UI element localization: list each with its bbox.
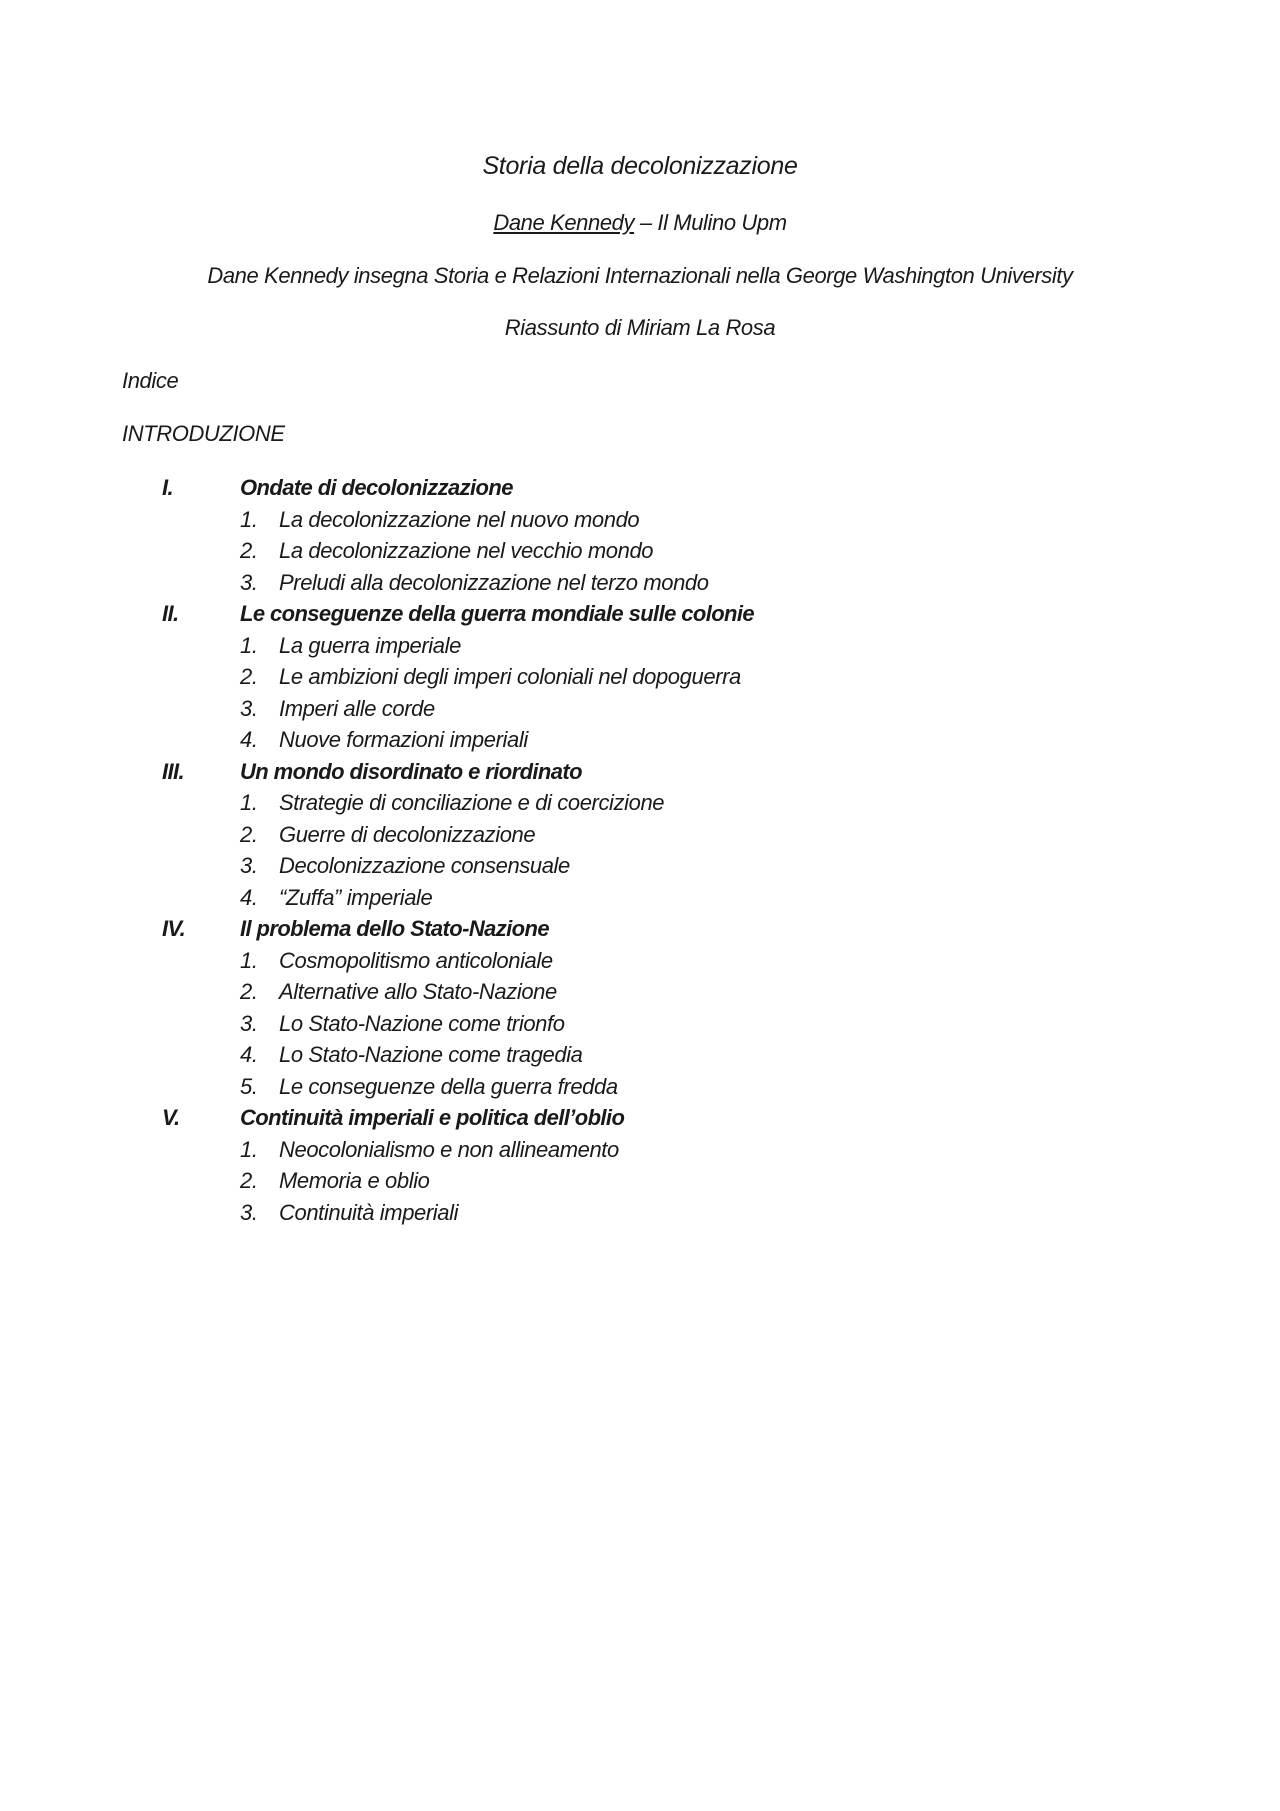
toc-section: [0, 535, 1280, 567]
chapter-title: Ondate di decolonizzazione: [240, 475, 513, 500]
section-title: Guerre di decolonizzazione: [279, 821, 536, 847]
toc-chapter: [0, 1102, 1280, 1134]
author-line: [0, 209, 1280, 237]
toc-section: [0, 630, 1280, 662]
section-number: 2.: [240, 538, 258, 563]
toc-section: [0, 787, 1280, 819]
section-title: Le conseguenze della guerra fredda: [279, 1073, 618, 1099]
section-number: 2.: [240, 821, 258, 847]
toc-section: [0, 945, 1280, 977]
section-title: Lo Stato-Nazione come trionfo: [279, 1010, 565, 1036]
toc-section: [0, 1039, 1280, 1071]
chapter-number: I.: [162, 475, 174, 500]
section-number: 2.: [240, 664, 258, 689]
section-number: 3.: [240, 1199, 258, 1225]
toc-section: [0, 1197, 1280, 1229]
chapter-number: II.: [162, 601, 179, 626]
publisher: – Il Mulino Upm: [634, 210, 787, 235]
section-number: 1.: [240, 790, 258, 815]
chapter-title: Continuità imperiali e politica dell’oblio: [240, 1105, 625, 1130]
section-title: “Zuffa” imperiale: [279, 884, 433, 910]
document-title: Storia della decolonizzazione: [482, 152, 798, 180]
toc-section: [0, 567, 1280, 599]
section-number: 4.: [240, 884, 258, 910]
author-name: Dane Kennedy: [493, 210, 635, 235]
section-title: La decolonizzazione nel nuovo mondo: [279, 506, 640, 532]
toc-section: [0, 850, 1280, 882]
section-number: 1.: [240, 1136, 258, 1162]
section-number: 5.: [240, 1073, 258, 1099]
section-title: Nuove formazioni imperiali: [279, 727, 528, 752]
section-number: 3.: [240, 569, 258, 595]
section-number: 3.: [240, 1010, 258, 1036]
toc-chapter: [0, 756, 1280, 788]
introduction-label: INTRODUZIONE: [122, 421, 285, 446]
section-title: Lo Stato-Nazione come tragedia: [279, 1042, 583, 1067]
toc-section: [0, 882, 1280, 914]
section-title: Continuità imperiali: [279, 1199, 459, 1225]
toc-section: [0, 1165, 1280, 1197]
section-number: 1.: [240, 632, 258, 658]
index-label: Indice: [122, 368, 179, 393]
chapter-number: IV.: [162, 916, 186, 941]
section-title: Preludi alla decolonizzazione nel terzo mondo: [279, 569, 709, 595]
section-title: Alternative allo Stato-Nazione: [279, 979, 557, 1004]
table-of-contents: [0, 472, 1280, 1228]
section-number: 1.: [240, 947, 258, 973]
section-number: 3.: [240, 695, 258, 721]
section-title: Memoria e oblio: [279, 1168, 430, 1193]
toc-section: [0, 724, 1280, 756]
section-title: Cosmopolitismo anticoloniale: [279, 947, 553, 973]
section-number: 1.: [240, 506, 258, 532]
toc-section: [0, 504, 1280, 536]
toc-section: [0, 693, 1280, 725]
toc-section: [0, 1071, 1280, 1103]
section-title: Imperi alle corde: [279, 695, 435, 721]
chapter-number: III.: [162, 758, 185, 784]
section-number: 4.: [240, 1042, 258, 1067]
section-title: Strategie di conciliazione e di coercizione: [279, 790, 665, 815]
toc-section: [0, 1008, 1280, 1040]
section-title: La decolonizzazione nel vecchio mondo: [279, 538, 654, 563]
author-bio: Dane Kennedy insegna Storia e Relazioni Internazionali nella George Washington University: [207, 263, 1073, 288]
section-title: La guerra imperiale: [279, 632, 461, 658]
section-title: Le ambizioni degli imperi coloniali nel dopoguerra: [279, 664, 741, 689]
chapter-title: Il problema dello Stato-Nazione: [240, 916, 549, 941]
toc-section: [0, 819, 1280, 851]
toc-section: [0, 661, 1280, 693]
toc-chapter: [0, 598, 1280, 630]
section-number: 3.: [240, 853, 258, 878]
chapter-title: Un mondo disordinato e riordinato: [240, 758, 582, 784]
section-number: 2.: [240, 979, 258, 1004]
toc-section: [0, 1134, 1280, 1166]
summary-by: Riassunto di Miriam La Rosa: [504, 315, 776, 340]
toc-chapter: [0, 472, 1280, 504]
section-title: Neocolonialismo e non allineamento: [279, 1136, 619, 1162]
section-title: Decolonizzazione consensuale: [279, 853, 570, 878]
chapter-title: Le conseguenze della guerra mondiale sulle colonie: [240, 601, 755, 626]
toc-section: [0, 976, 1280, 1008]
chapter-number: V.: [162, 1105, 180, 1130]
section-number: 2.: [240, 1168, 258, 1193]
section-number: 4.: [240, 727, 258, 752]
toc-chapter: [0, 913, 1280, 945]
